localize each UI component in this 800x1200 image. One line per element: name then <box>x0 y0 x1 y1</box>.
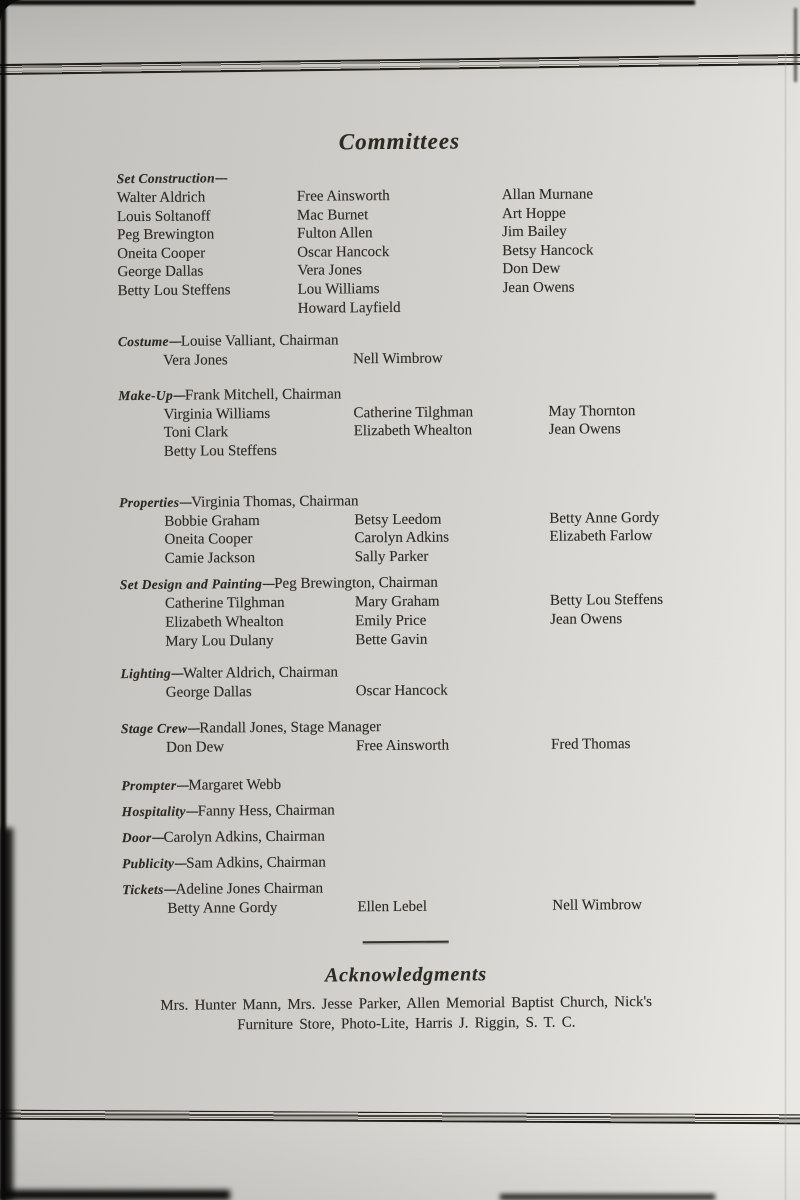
section-separator: --- <box>170 665 184 682</box>
column-1 <box>167 899 357 919</box>
acknowledgments <box>123 962 690 1036</box>
column-1 <box>163 404 353 461</box>
member-name: Lou Williams <box>297 281 380 298</box>
section-columns <box>163 401 684 461</box>
section-chair: Virginia Thomas, Chairman <box>191 492 359 511</box>
section-separator: --- <box>176 777 189 794</box>
member-name: Bette Gavin <box>355 631 428 648</box>
section-separator: --- <box>163 881 176 899</box>
section-divider <box>363 940 449 943</box>
column-3 <box>548 401 684 458</box>
section-chair: Randall Jones, Stage Manager <box>199 718 382 737</box>
member-name: Allan Murnane <box>501 186 594 204</box>
section-hospitality <box>122 799 688 821</box>
column-3 <box>551 734 687 754</box>
column-2 <box>354 509 549 566</box>
member-name: Betsy Leedom <box>354 511 442 528</box>
member-name: Free Ainsworth <box>356 737 450 754</box>
member-name: Free Ainsworth <box>296 188 390 205</box>
column-2 <box>297 186 503 318</box>
member-name: May Thornton <box>548 402 636 420</box>
section-costume <box>118 329 684 371</box>
column-2 <box>353 349 548 369</box>
member-name: Mac Burnet <box>296 206 369 224</box>
member-name: Carolyn Adkins <box>354 529 450 547</box>
column-1 <box>166 737 356 757</box>
section-chair: Adeline Jones Chairman <box>175 880 324 898</box>
section-label: Publicity <box>122 856 175 872</box>
column-2 <box>357 897 552 917</box>
section-chair: Walter Aldrich, Chairman <box>182 664 339 682</box>
section-label: Tickets <box>122 882 164 898</box>
committees-sections <box>117 166 689 919</box>
column-3 <box>551 680 687 700</box>
page-content <box>115 0 689 1036</box>
section-lighting <box>121 661 687 703</box>
section-columns <box>167 896 688 919</box>
member-name: Sally Parker <box>354 548 429 566</box>
section-chair: Carolyn Adkins, Chairman <box>163 828 325 847</box>
column-2 <box>356 681 551 701</box>
section-columns <box>164 508 685 568</box>
section-label: Costume <box>117 333 169 350</box>
column-3 <box>552 896 688 916</box>
section-columns <box>117 185 684 320</box>
member-name: Oneita Cooper <box>164 531 253 548</box>
section-heading <box>122 851 688 873</box>
column-1 <box>166 682 356 702</box>
section-properties <box>119 489 686 568</box>
column-1 <box>117 188 298 320</box>
member-name: Betsy Hancock <box>502 242 594 259</box>
member-name: Art Hoppe <box>501 205 566 222</box>
member-name: Nell Wimbrow <box>353 350 443 368</box>
member-name: Vera Jones <box>163 352 228 369</box>
section-tickets <box>122 877 688 919</box>
section-columns <box>166 734 687 757</box>
bottom-double-rule <box>0 1110 800 1125</box>
page-title: Committees <box>338 128 461 155</box>
section-publicity <box>122 851 688 873</box>
column-2 <box>353 403 548 460</box>
section-heading <box>122 799 688 821</box>
member-name: Betty Lou Steffens <box>549 592 664 610</box>
section-label: Door <box>121 830 152 846</box>
column-3 <box>548 348 684 368</box>
section-separator: --- <box>214 170 227 187</box>
column-1 <box>164 511 354 568</box>
member-name: Ellen Lebel <box>357 899 428 916</box>
member-name: Jean Owens <box>548 421 621 439</box>
section-set-design <box>120 572 687 651</box>
member-name: Betty Lou Steffens <box>163 442 277 460</box>
member-name: George Dallas <box>165 684 252 701</box>
acknowledgments-line: Mrs. Hunter Mann, Mrs. Jesse Parker, Allen Memorial Baptist Church, Nick's <box>160 993 653 1014</box>
member-name: Jean Owens <box>550 611 623 628</box>
column-2 <box>356 735 551 755</box>
section-separator: --- <box>151 830 164 847</box>
column-1 <box>163 350 353 370</box>
section-chair: Fanny Hess, Chairman <box>197 802 335 820</box>
column-2 <box>355 592 550 649</box>
section-set-construction <box>117 166 684 320</box>
section-label: Set Construction <box>116 170 215 187</box>
section-heading <box>122 825 688 847</box>
member-name: Oneita Cooper <box>117 245 206 262</box>
section-make-up <box>118 382 685 461</box>
section-columns <box>165 591 686 651</box>
section-chair: Peg Brewington, Chairman <box>274 574 438 593</box>
section-separator: --- <box>174 855 187 873</box>
section-separator: --- <box>168 333 181 350</box>
section-label: Make-Up <box>118 387 174 403</box>
member-name: Mary Lou Dulany <box>165 632 274 650</box>
member-name: Bobbie Graham <box>164 512 260 530</box>
column-3 <box>549 508 685 565</box>
member-name: George Dallas <box>117 263 204 281</box>
column-3 <box>550 591 686 648</box>
member-name: Jim Bailey <box>502 223 567 241</box>
section-heading <box>121 773 687 795</box>
member-name: Virginia Williams <box>163 405 271 423</box>
member-name: Fred Thomas <box>551 735 631 753</box>
section-label: Hospitality <box>121 803 186 820</box>
section-stage-crew <box>121 715 687 757</box>
member-name: Toni Clark <box>163 424 229 442</box>
column-3 <box>502 185 684 317</box>
member-name: Peg Brewington <box>117 226 215 244</box>
section-separator: --- <box>187 720 200 737</box>
acknowledgments-line: Furniture Store, Photo-Lite, Harris J. Riggin, S. T. C. <box>237 1014 576 1034</box>
section-label: Stage Crew <box>120 720 188 736</box>
member-name: Don Dew <box>502 261 561 278</box>
section-columns <box>163 348 684 371</box>
section-door <box>122 825 688 847</box>
member-name: Betty Anne Gordy <box>167 900 278 918</box>
member-name: Don Dew <box>166 739 225 756</box>
section-chair: Louise Valliant, Chairman <box>180 332 339 350</box>
member-name: Betty Anne Gordy <box>549 509 660 527</box>
section-separator: --- <box>262 576 275 593</box>
member-name: Walter Aldrich <box>116 189 206 207</box>
section-label: Lighting <box>120 665 172 682</box>
section-chair: Margaret Webb <box>188 777 282 794</box>
section-chair: Frank Mitchell, Chairman <box>184 386 342 404</box>
member-name: Louis Soltanoff <box>116 208 211 225</box>
section-columns <box>166 680 687 703</box>
member-name: Oscar Hancock <box>297 243 390 261</box>
section-label: Properties <box>119 494 180 510</box>
member-name: Howard Layfield <box>297 299 401 317</box>
section-prompter <box>121 773 687 795</box>
member-name: Catherine Tilghman <box>164 595 285 613</box>
member-name: Emily Price <box>355 612 427 630</box>
member-name: Elizabeth Whealton <box>165 613 284 631</box>
column-1 <box>165 594 355 651</box>
member-name: Jean Owens <box>502 279 575 297</box>
member-name: Elizabeth Farlow <box>549 528 653 545</box>
member-name: Mary Graham <box>354 593 440 611</box>
member-name: Betty Lou Steffens <box>117 282 231 300</box>
member-name: Nell Wimbrow <box>552 897 642 915</box>
section-label: Set Design and Painting <box>119 576 263 593</box>
member-name: Vera Jones <box>297 262 363 280</box>
member-name: Catherine Tilghman <box>353 404 474 422</box>
section-separator: --- <box>185 803 198 820</box>
section-separator: --- <box>172 387 186 404</box>
member-name: Oscar Hancock <box>355 682 448 700</box>
section-label: Prompter <box>121 777 177 794</box>
member-name: Fulton Allen <box>297 225 373 242</box>
member-name: Elizabeth Whealton <box>353 422 473 440</box>
acknowledgments-title: Acknowledgments <box>324 963 488 987</box>
section-chair: Sam Adkins, Chairman <box>186 854 326 872</box>
section-separator: --- <box>179 494 192 511</box>
member-name: Camie Jackson <box>164 549 256 567</box>
